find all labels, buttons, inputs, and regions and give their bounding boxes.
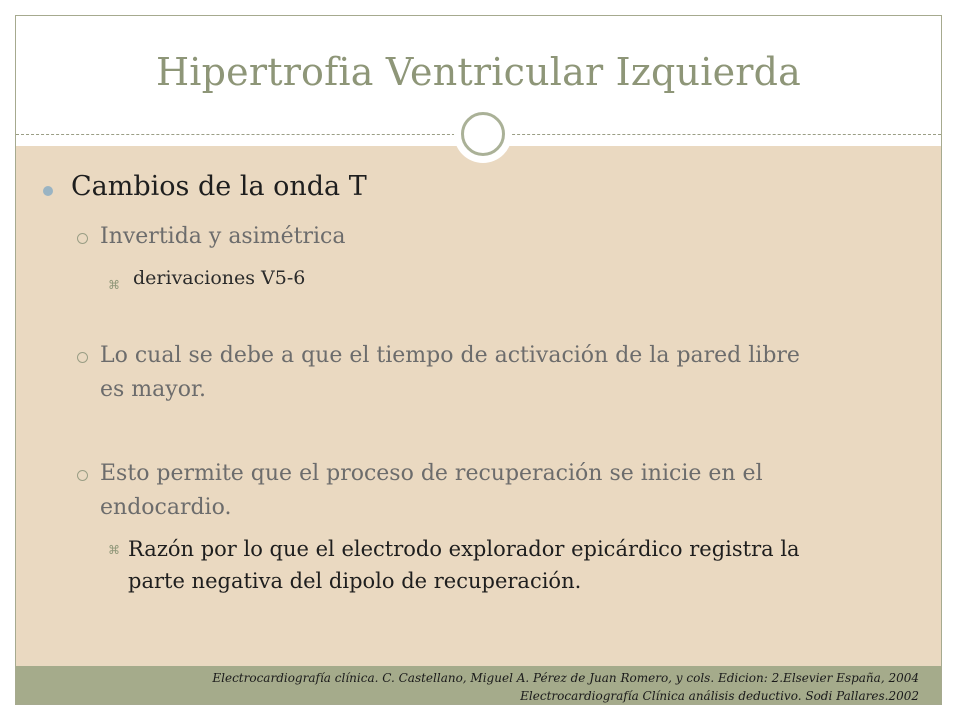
bullet-lo-cual-line1: Lo cual se debe a que el tiempo de activación de la pared libre: [100, 343, 800, 368]
reference-sodi-pallares: Electrocardiografía Clínica análisis deductivo. Sodi Pallares.2002: [520, 689, 919, 703]
bullet-ring-icon: [77, 233, 88, 244]
bullet-ring-icon: [77, 352, 88, 363]
bullet-lo-cual-line2: es mayor.: [100, 377, 207, 402]
bullet-esto-permite-line1: Esto permite que el proceso de recuperación se inicie en el: [100, 461, 763, 486]
reference-castellano: Electrocardiografía clínica. C. Castellano, Miguel A. Pérez de Juan Romero, y cols. Edicion: 2.Elsevier España, 2004: [212, 671, 919, 685]
bullet-x-icon: ⌘: [108, 543, 120, 557]
bullet-dot-icon: [43, 186, 53, 196]
bullet-esto-permite-line2: endocardio.: [100, 495, 232, 520]
decorative-circle-icon: [454, 105, 512, 163]
bullet-cambios-onda-t: Cambios de la onda T: [71, 171, 367, 202]
bullet-razon-line1: Razón por lo que el electrodo explorador epicárdico registra la: [128, 537, 800, 561]
bullet-derivaciones: derivaciones V5-6: [133, 267, 306, 289]
circle-ring: [461, 112, 505, 156]
bullet-x-icon: ⌘: [108, 278, 120, 292]
bullet-razon-line2: parte negativa del dipolo de recuperación.: [128, 569, 582, 593]
bullet-ring-icon: [77, 470, 88, 481]
bullet-invertida: Invertida y asimétrica: [100, 224, 346, 249]
slide-title: Hipertrofia Ventricular Izquierda: [155, 50, 802, 94]
slide-frame: [15, 15, 942, 705]
